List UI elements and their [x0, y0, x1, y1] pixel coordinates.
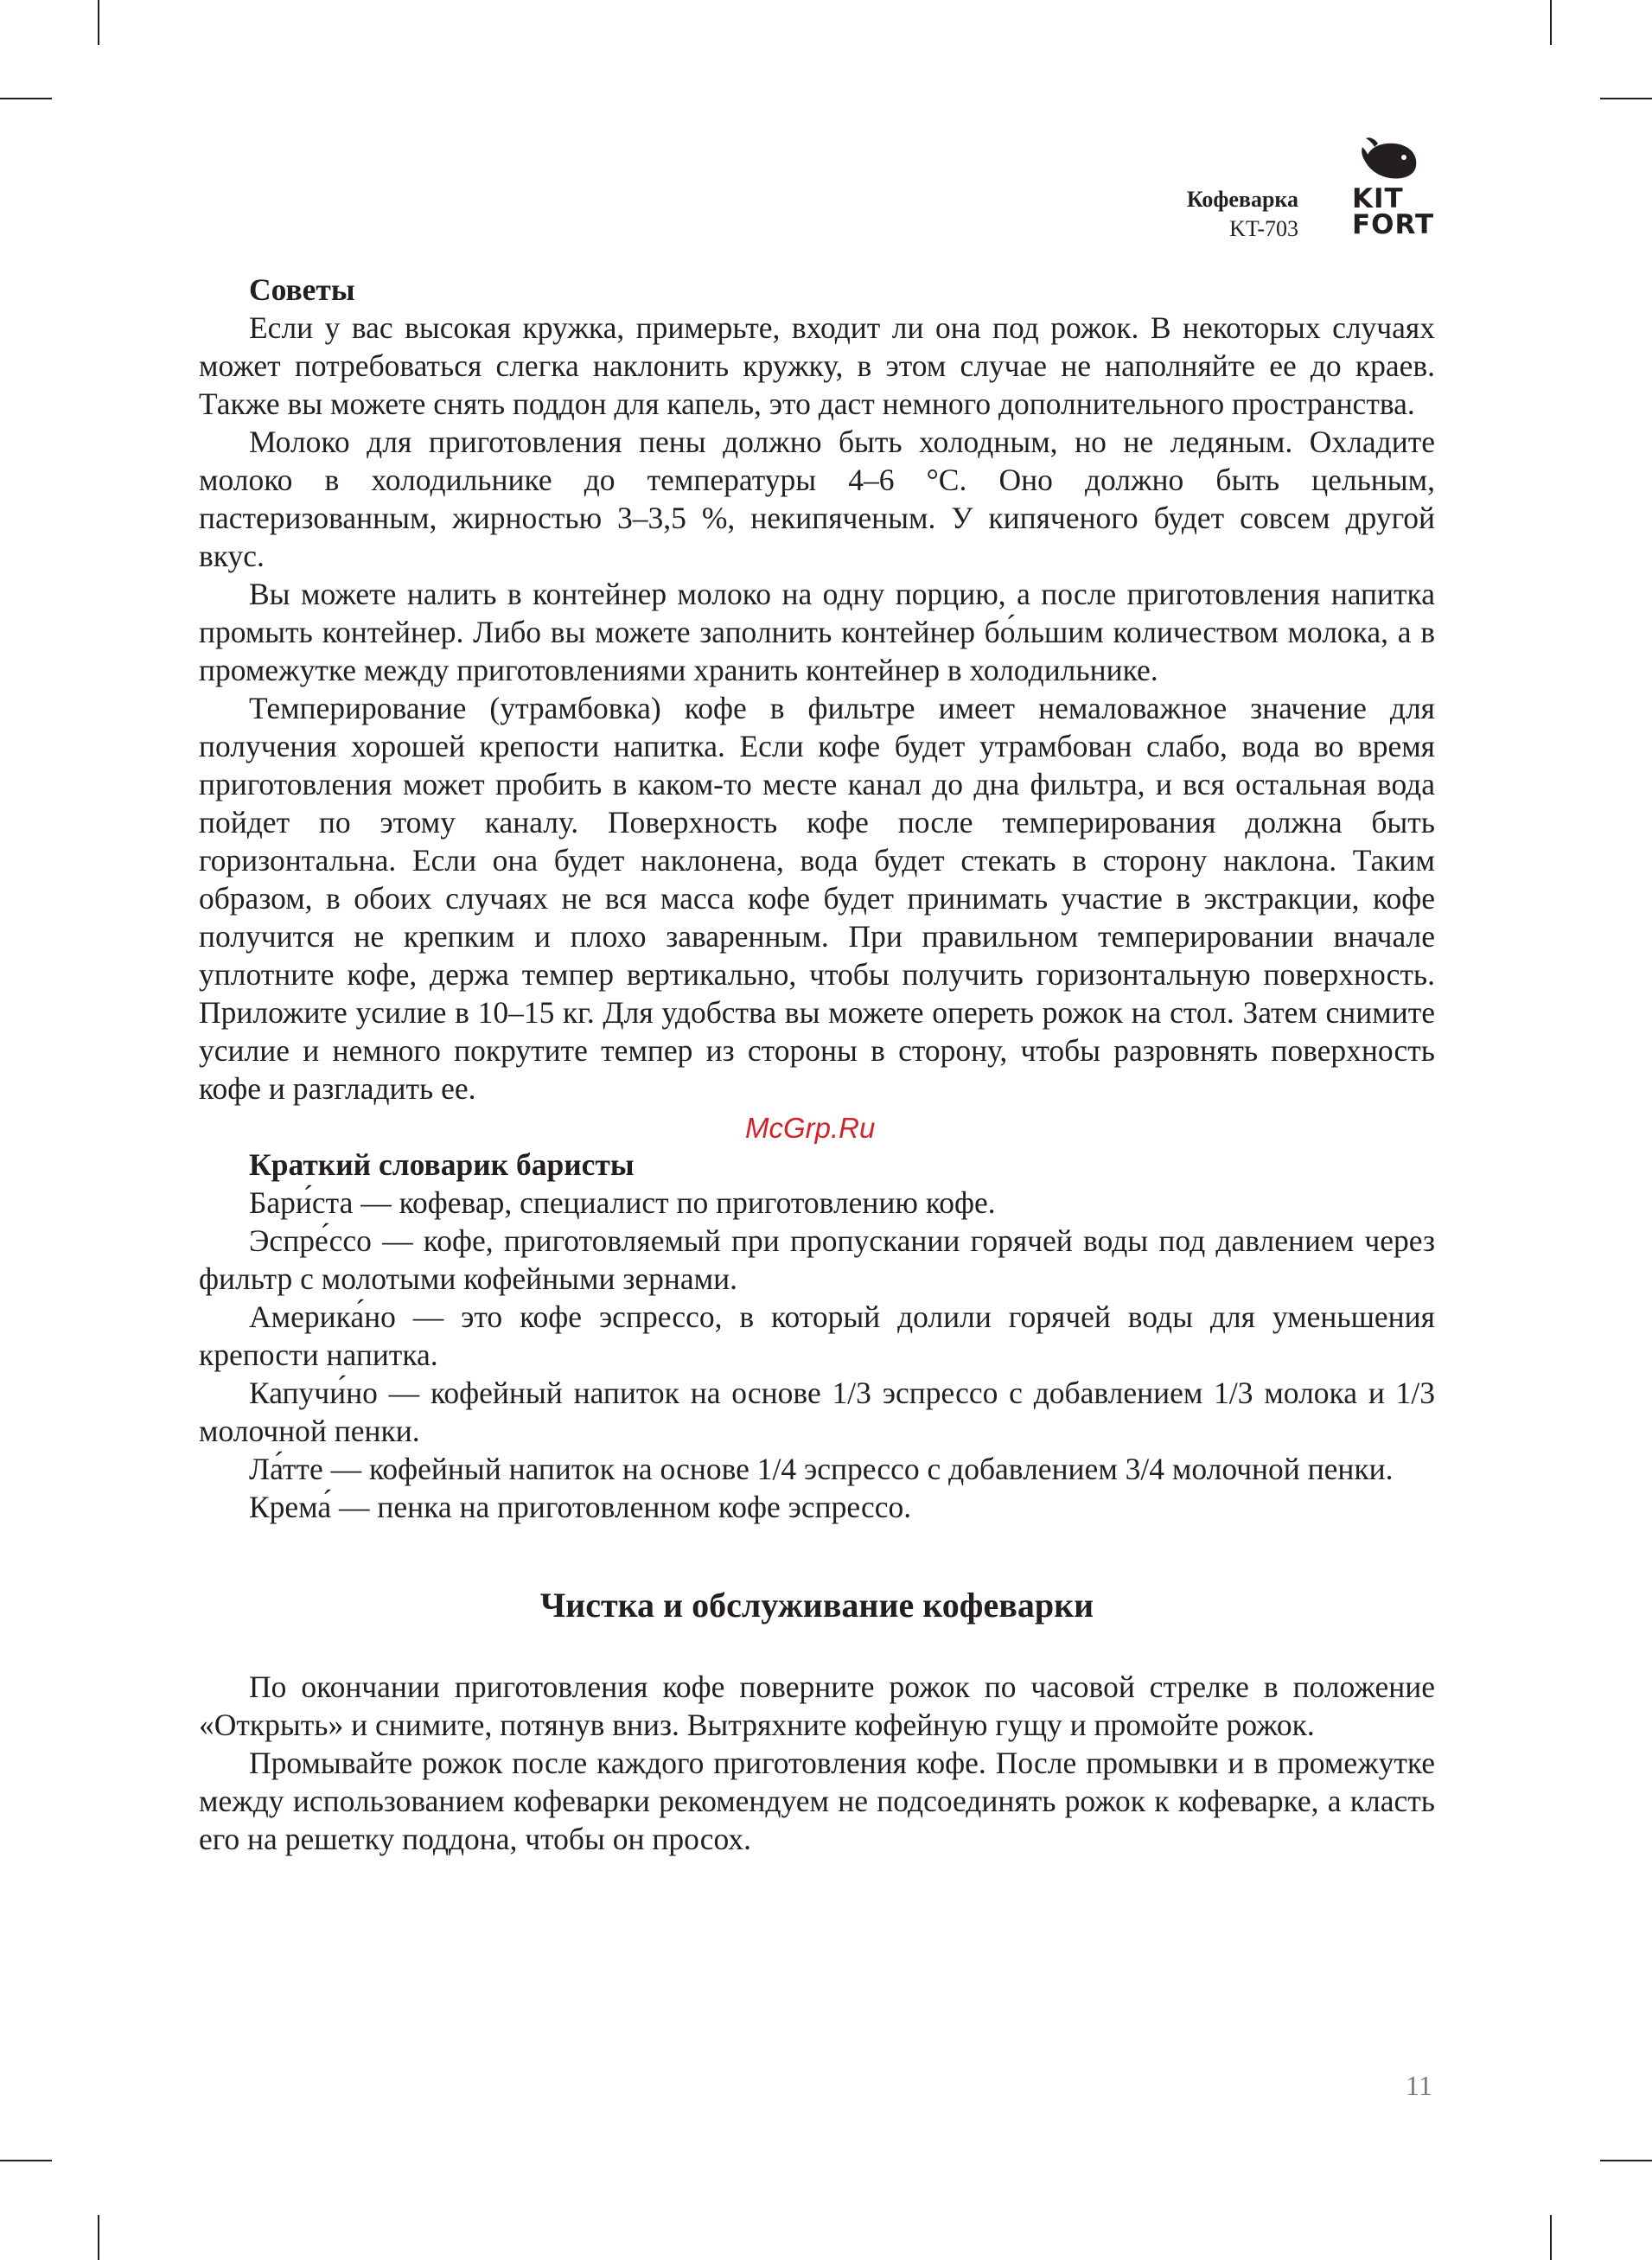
tips-paragraph: Вы можете налить в контейнер молоко на одну порцию, а после приготовления напитка промыть контейнер. Либо вы можете заполнить контейнер бо́льшим количеством молока, а в промежутке между приготовлениями хранить контейнер в холодильнике. — [199, 577, 1435, 687]
glossary-entry: Ла́тте — кофейный напиток на основе 1/4 эспрессо с добавлением 3/4 молочной пенки. — [249, 1452, 1394, 1486]
logo-text-top: KIT — [1352, 183, 1404, 214]
whale-icon — [1361, 137, 1421, 182]
glossary-entry: Эспре́ссо — кофе, приготовляемый при пропускании горячей воды под давлением через фильтр с молотыми кофейными зернами. — [199, 1223, 1435, 1296]
crop-mark — [1550, 0, 1552, 45]
product-name: Кофеварка — [1186, 187, 1298, 212]
glossary-entry: Крема́ — пенка на приготовленном кофе эспрессо. — [249, 1490, 912, 1524]
crop-mark — [98, 0, 99, 45]
cleaning-paragraph: По окончании приготовления кофе поверните рожок по часовой стрелке в положение «Открыть» и снимите, потянув вниз. Вытряхните кофейную гущу и промойте рожок. — [199, 1669, 1435, 1742]
product-model: KT-703 — [1229, 216, 1298, 241]
glossary-entry: Бари́ста — кофевар, специалист по приготовлению кофе. — [249, 1185, 996, 1220]
tips-paragraph: Молоко для приготовления пены должно быть холодным, но не ледяным. Охладите молоко в холодильнике до температуры 4–6 °C. Оно должно быть цельным, пастеризованным, жирностью 3–3,5 %, некипяченым. У кипяченого будет совсем другой вкус. — [199, 425, 1435, 573]
header-product — [1187, 185, 1298, 244]
crop-mark — [98, 2215, 99, 2260]
cleaning-heading: Чистка и обслуживание кофеварки — [539, 1586, 1094, 1625]
crop-mark — [1600, 2160, 1652, 2161]
crop-mark — [1600, 98, 1652, 99]
glossary-heading: Краткий словарик баристы — [249, 1147, 635, 1182]
tips-paragraph: Если у вас высокая кружка, примерьте, входит ли она под рожок. В некоторых случаях может потребоваться слегка наклонить кружку, в этом случае не наполняйте ее до краев. Также вы можете снять поддон для капель, это даст немного дополнительного пространства. — [199, 310, 1435, 421]
glossary-entry: Капучи́но — кофейный напиток на основе 1/3 эспрессо с добавлением 1/3 молока и 1/3 молочной пенки. — [199, 1376, 1435, 1448]
page-content — [199, 271, 1435, 1858]
logo-text-bottom: FORT — [1352, 209, 1435, 240]
watermark: McGrp.Ru — [745, 1112, 876, 1144]
crop-mark — [0, 2160, 52, 2161]
crop-mark — [1550, 2215, 1552, 2260]
crop-mark — [0, 98, 52, 99]
kitfort-logo — [1347, 137, 1437, 242]
cleaning-paragraph: Промывайте рожок после каждого приготовления кофе. После промывки и в промежутке между использованием кофеварки рекомендуем не подсоединять рожок к кофеварке, а класть его на решетку поддона, чтобы он просох. — [199, 1746, 1435, 1856]
glossary-entry: Америка́но — это кофе эспрессо, в который долили горячей воды для уменьшения крепости напитка. — [199, 1299, 1435, 1372]
tips-heading: Советы — [249, 272, 355, 307]
tips-paragraph: Темперирование (утрамбовка) кофе в фильтре имеет немаловажное значение для получения хорошей крепости напитка. Если кофе будет утрамбован слабо, вода во время приготовления может пробить в каком-то месте канал до дна фильтра, и вся остальная вода пойдет по этому каналу. Поверхность кофе после темперирования должна быть горизонтальна. Если она будет наклонена, вода будет стекать в сторону наклона. Таким образом, в обоих случаях не вся масса кофе будет принимать участие в экстракции, кофе получится не крепким и плохо заваренным. При правильном темперировании вначале уплотните кофе, держа темпер вертикально, чтобы получить горизонтальную поверхность. Приложите усилие в 10–15 кг. Для удобства вы можете опереть рожок на стол. Затем снимите усилие и немного покрутите темпер из стороны в сторону, чтобы разровнять поверхность кофе и разгладить ее. — [199, 691, 1435, 1106]
page-number: 11 — [1406, 2070, 1432, 2101]
